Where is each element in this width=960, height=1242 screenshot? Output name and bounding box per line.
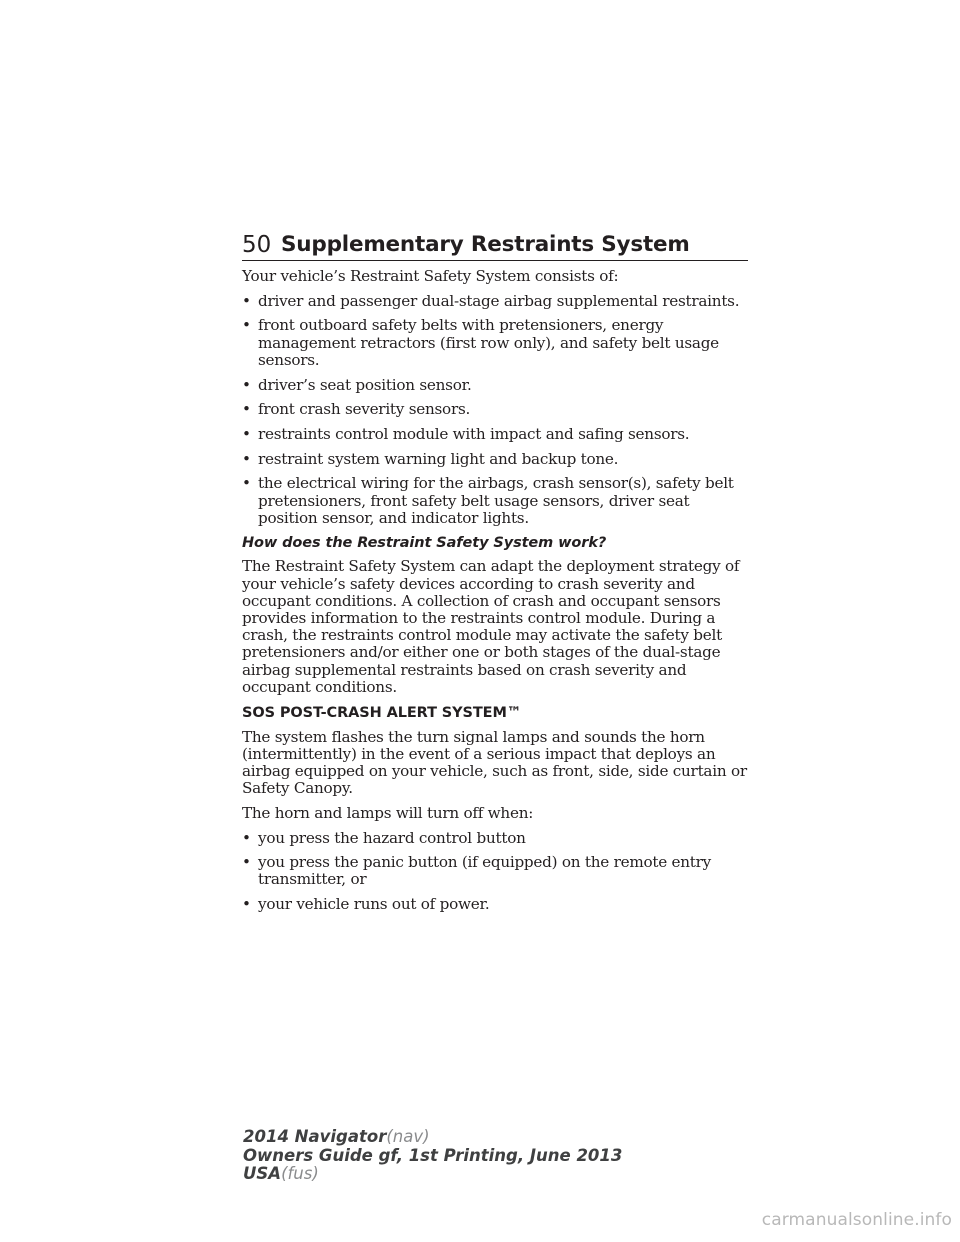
bullet-icon: • <box>242 291 251 310</box>
watermark: carmanualsonline.info <box>761 1210 952 1230</box>
components-list <box>242 293 752 527</box>
page-body <box>242 268 752 921</box>
list-item: • restraints control module with impact and safing sensors. <box>242 424 690 443</box>
how-it-works-heading: How does the Restraint Safety System work? <box>242 535 607 552</box>
list-item: • restraint system warning light and backup tone. <box>242 449 619 468</box>
sos-paragraph: The system flashes the turn signal lamps and sounds the horn (intermittently) in the event of a serious impact that deploys an airbag equipped on your vehicle, such as front, side, side curtain or Safety Canopy. <box>242 727 747 798</box>
print-footer <box>243 1128 622 1184</box>
how-it-works-paragraph: The Restraint Safety System can adapt the deployment strategy of your vehicle’s safety devices according to crash severity and occupant conditions. A collection of crash and occupant sensors provides information to the restraints control module. During a crash, the restraints control module may activate the safety belt pretensioners and/or either one or both stages of the dual-stage airbag supplemental restraints based on crash severity and occupant conditions. <box>242 557 740 696</box>
bullet-icon: • <box>242 375 251 394</box>
bullet-icon: • <box>242 316 251 335</box>
list-item: • driver’s seat position sensor. <box>242 375 472 394</box>
list-item: • you press the hazard control button <box>242 828 526 847</box>
list-item: • front outboard safety belts with pretensioners, energy management retractors (first row only), and safety belt usage sensors. <box>242 316 719 369</box>
list-item: • driver and passenger dual-stage airbag supplemental restraints. <box>242 291 740 310</box>
bullet-icon: • <box>242 474 251 493</box>
section-title: Supplementary Restraints System <box>281 232 690 257</box>
footer-line-2: Owners Guide gf, 1st Printing, June 2013 <box>243 1145 623 1165</box>
footer-line-3: USA(fus) <box>243 1164 319 1183</box>
bullet-icon: • <box>242 424 251 443</box>
turn-off-list <box>242 830 752 914</box>
bullet-icon: • <box>242 400 251 419</box>
turn-off-intro: The horn and lamps will turn off when: <box>242 803 534 822</box>
list-item: • the electrical wiring for the airbags, crash sensor(s), safety belt pretensioners, front safety belt usage sensors, driver seat position sensor, and indicator lights. <box>242 474 734 527</box>
sos-heading: SOS POST-CRASH ALERT SYSTEM™ <box>242 704 522 721</box>
footer-line-1: 2014 Navigator(nav) <box>243 1127 430 1146</box>
page-number: 50 <box>242 232 272 258</box>
bullet-icon: • <box>242 828 251 847</box>
page-header <box>242 230 748 261</box>
bullet-icon: • <box>242 449 251 468</box>
list-item: • your vehicle runs out of power. <box>242 895 490 914</box>
list-item: • you press the panic button (if equipped) on the remote entry transmitter, or <box>242 853 711 889</box>
bullet-icon: • <box>242 853 251 872</box>
list-item: • front crash severity sensors. <box>242 400 471 419</box>
intro-paragraph: Your vehicle’s Restraint Safety System consists of: <box>242 267 619 285</box>
bullet-icon: • <box>242 895 251 914</box>
